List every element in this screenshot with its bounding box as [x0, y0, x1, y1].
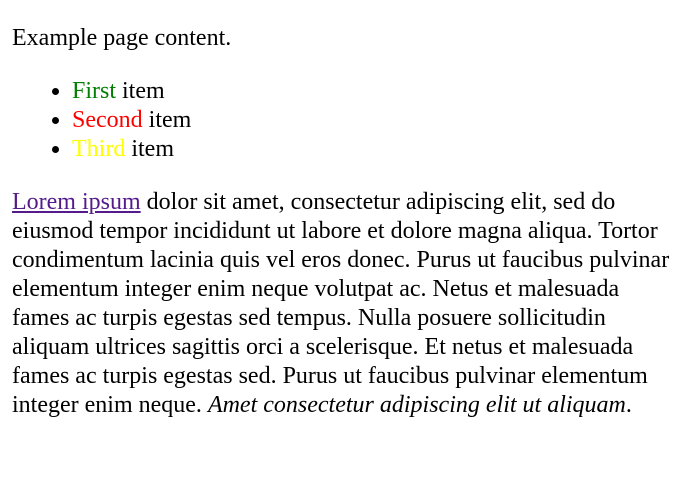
- item-list: [12, 77, 682, 164]
- list-item-keyword: Third: [72, 136, 126, 162]
- list-item-rest: item: [116, 78, 165, 104]
- paragraph-body-text: dolor sit amet, consectetur adipiscing elit, sed do eiusmod tempor incididunt ut labore et dolore magna aliqua. Tortor condimentum lacinia quis vel eros donec. Purus ut faucibus pulvinar elementum integer enim neque volutpat ac. Netus et malesuada fames ac turpis egestas sed tempus. Nulla posuere sollicitudin aliquam ultrices sagittis orci a scelerisque. Et netus et malesuada fames ac turpis egestas sed. Purus ut faucibus pulvinar elementum integer enim neque.: [12, 189, 670, 418]
- list-item-keyword: Second: [72, 107, 143, 133]
- lorem-paragraph: [12, 188, 682, 420]
- list-item-second: [72, 106, 682, 135]
- list-item-rest: item: [142, 107, 192, 133]
- lorem-ipsum-link[interactable]: Lorem ipsum: [12, 189, 141, 215]
- list-item-third: [72, 135, 682, 164]
- list-item-keyword: First: [72, 78, 117, 104]
- paragraph-italic-text: Amet consectetur adipiscing elit ut aliquam: [207, 392, 626, 418]
- list-item-rest: item: [125, 136, 174, 162]
- paragraph-closing-period: .: [625, 392, 632, 418]
- list-item-first: [72, 77, 682, 106]
- intro-paragraph: Example page content.: [12, 25, 232, 51]
